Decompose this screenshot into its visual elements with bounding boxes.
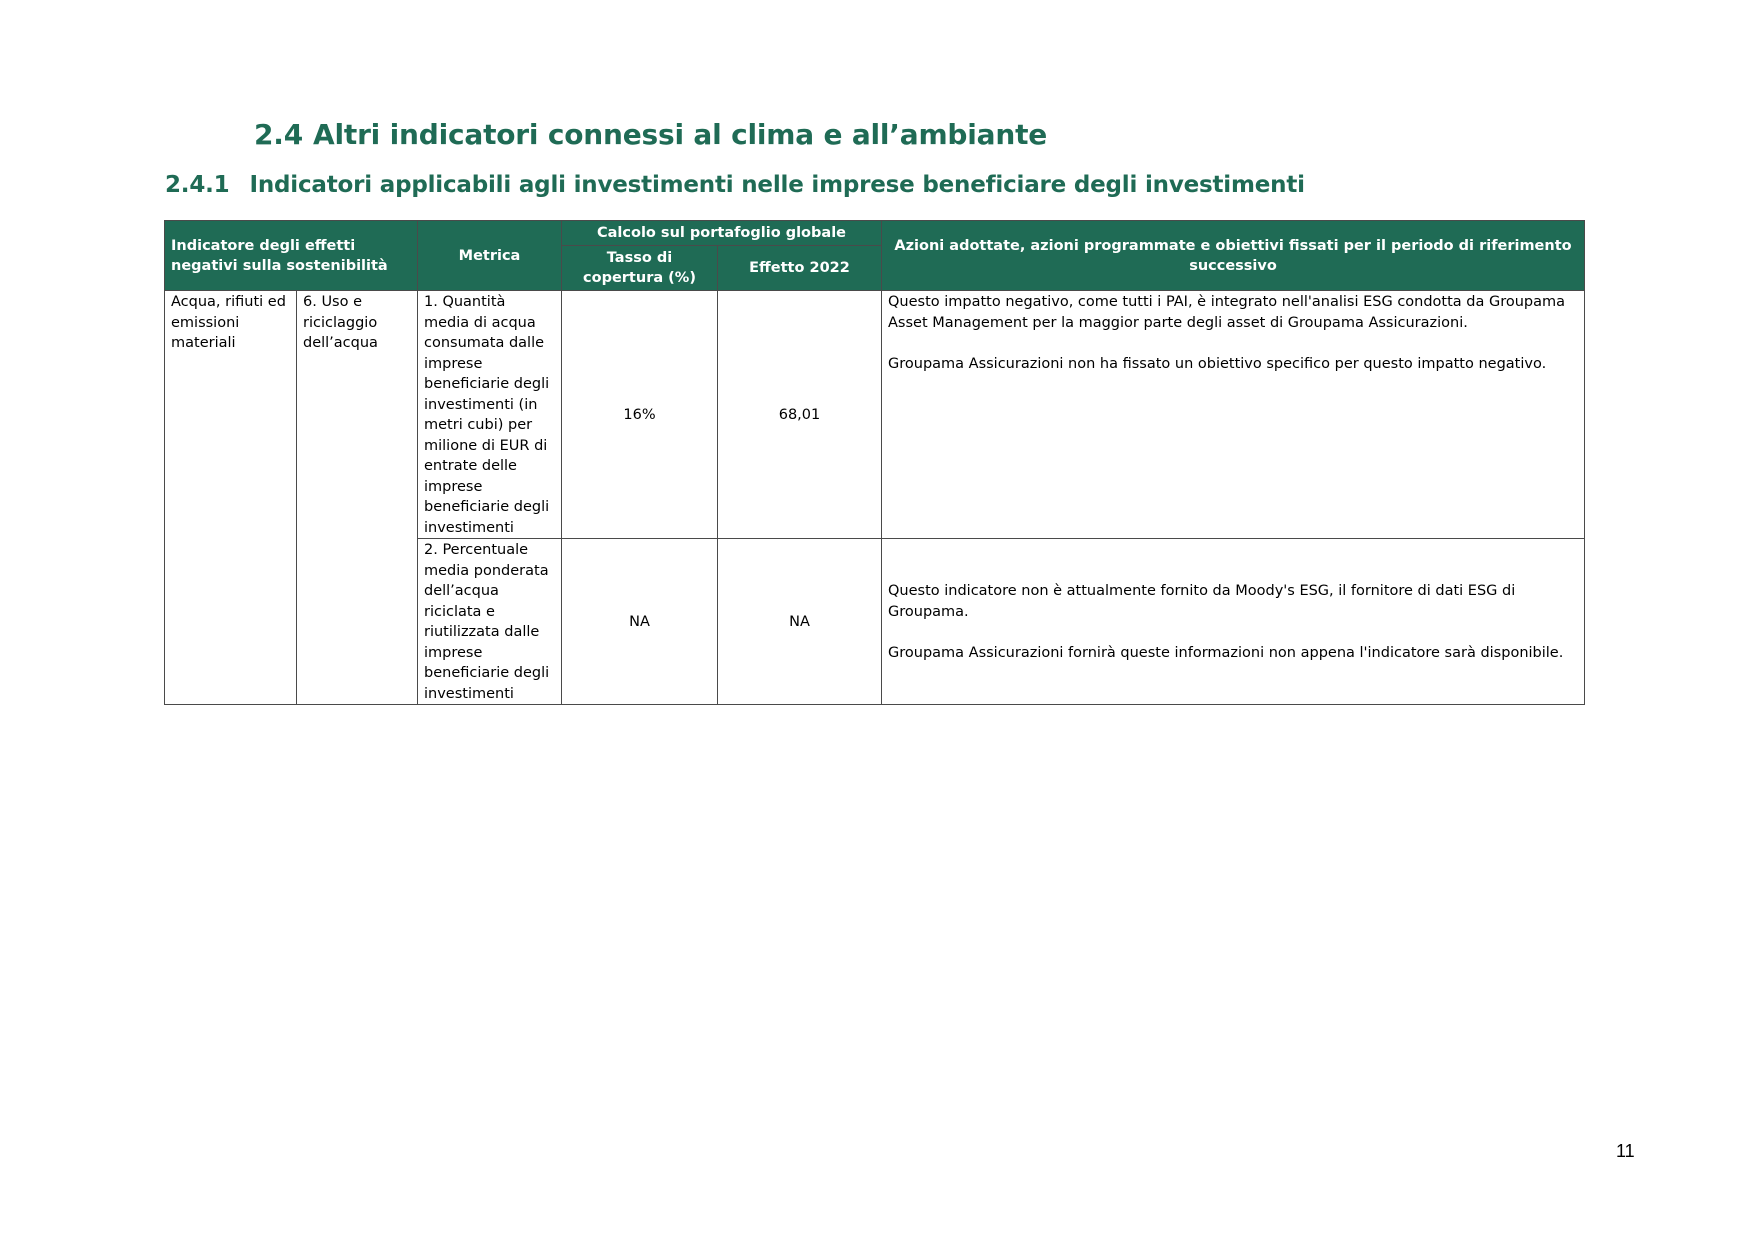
section-heading [254,118,1047,151]
actions-paragraph: Questo indicatore non è attualmente fornito da Moody's ESG, il fornitore di dati ESG di Groupama. [888,583,1516,620]
table-row [165,291,1585,539]
effect-cell: 68,01 [718,291,882,539]
pai-table [164,220,1585,705]
metric-cell: 2. Percentuale media ponderata dell’acqua riciclata e riutilizzata dalle imprese beneficiarie degli investimenti [418,539,562,705]
coverage-cell: 16% [562,291,718,539]
subsection-title: Indicatori applicabili agli investimenti nelle imprese beneficiare degli investimenti [249,172,1305,198]
actions-cell [882,539,1585,705]
actions-paragraph: Groupama Assicurazioni fornirà queste informazioni non appena l'indicatore sarà disponibile. [888,644,1564,661]
header-actions: Azioni adottate, azioni programmate e obiettivi fissati per il periodo di riferimento successivo [882,221,1585,291]
section-title: Altri indicatori connessi al clima e all’ambiante [313,118,1048,151]
effect-cell: NA [718,539,882,705]
section-number: 2.4 [254,118,304,151]
header-effect: Effetto 2022 [718,246,882,291]
header-calc-group: Calcolo sul portafoglio globale [562,221,882,246]
header-metric: Metrica [418,221,562,291]
category-cell: Acqua, rifiuti ed emissioni materiali [165,291,297,705]
metric-cell: 1. Quantità media di acqua consumata dalle imprese beneficiarie degli investimenti (in metri cubi) per milione di EUR di entrate delle imprese beneficiarie degli investimenti [418,291,562,539]
header-indicator: Indicatore degli effetti negativi sulla sostenibilità [165,221,418,291]
subsection-heading [165,172,1305,198]
actions-cell [882,291,1585,539]
header-coverage: Tasso di copertura (%) [562,246,718,291]
indicator-cell: 6. Uso e riciclaggio dell’acqua [297,291,418,705]
subsection-number: 2.4.1 [165,172,230,198]
actions-paragraph: Questo impatto negativo, come tutti i PAI, è integrato nell'analisi ESG condotta da Groupama Asset Management per la maggior parte degli asset di Groupama Assicurazioni. [888,294,1566,331]
actions-paragraph: Groupama Assicurazioni non ha fissato un obiettivo specifico per questo impatto negativo. [888,355,1547,372]
page-number: 11 [1616,1141,1635,1161]
coverage-cell: NA [562,539,718,705]
header-row-1 [165,221,1585,246]
